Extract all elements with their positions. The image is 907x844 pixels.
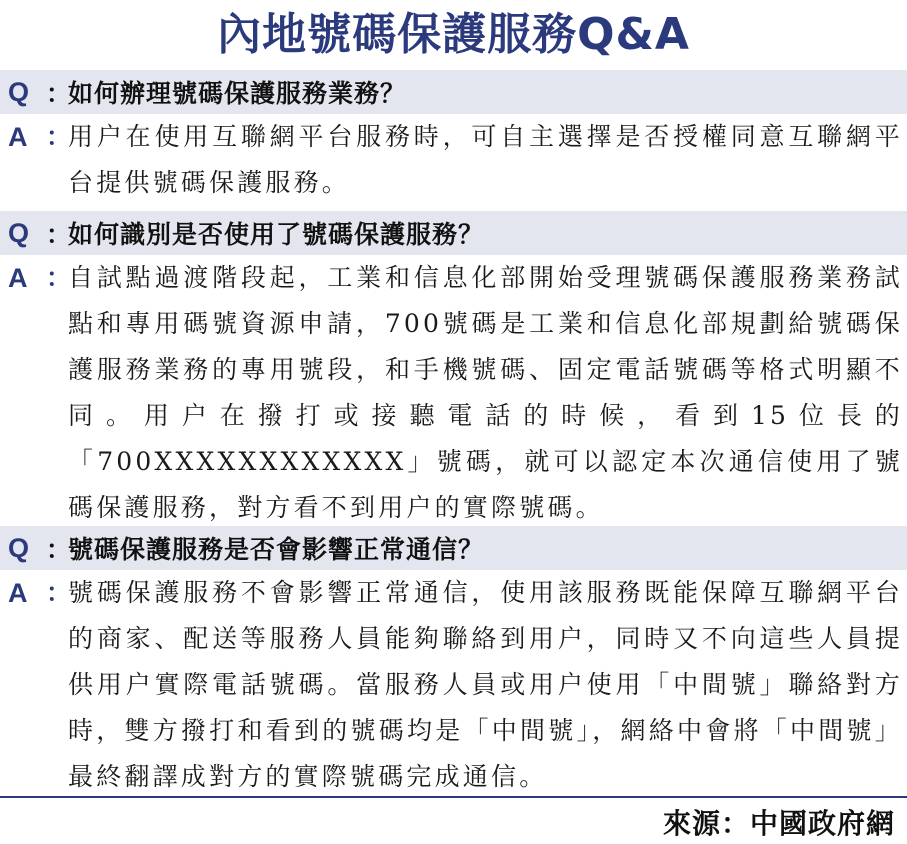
answer-row	[0, 570, 907, 800]
qa-item-1	[0, 70, 907, 206]
source-credit: 來源：中國政府網	[662, 807, 895, 840]
q-label: Q	[8, 217, 30, 248]
q-colon: ：	[46, 220, 72, 249]
answer-text: 號碼保護服務不會影響正常通信，使用該服務既能保障互聯網平台的商家、配送等服務人員能夠聯絡到用户，同時又不向這些人員提供用户實際電話號碼。當服務人員或用户使用「中間號」聯絡對方時，雙方撥打和看到的號碼均是「中間號」，網絡中會將「中間號」最終翻譯成對方的實際號碼完成通信。	[68, 578, 903, 791]
a-colon: ：	[46, 263, 72, 292]
a-colon: ：	[46, 578, 72, 607]
question-text: 號碼保護服務是否會影響正常通信？	[68, 535, 485, 564]
question-text: 如何識別是否使用了號碼保護服務？	[68, 220, 485, 249]
qa-item-2	[0, 211, 907, 531]
answer-row	[0, 255, 907, 531]
question-text: 如何辦理號碼保護服務業務？	[68, 79, 407, 108]
question-bar	[0, 211, 907, 255]
qa-item-3	[0, 526, 907, 800]
page-title: 內地號碼保護服務Q&A	[217, 9, 690, 60]
q-label: Q	[8, 532, 30, 563]
question-bar	[0, 70, 907, 114]
question-bar	[0, 526, 907, 570]
a-label: A	[8, 578, 28, 608]
bottom-divider	[0, 796, 907, 798]
q-colon: ：	[46, 79, 72, 108]
a-colon: ：	[46, 122, 72, 151]
q-label: Q	[8, 76, 30, 107]
answer-text: 用户在使用互聯網平台服務時，可自主選擇是否授權同意互聯網平台提供號碼保護服務。	[68, 122, 903, 197]
answer-row	[0, 114, 907, 206]
answer-text: 自試點過渡階段起，工業和信息化部開始受理號碼保護服務業務試點和專用碼號資源申請，700號碼是工業和信息化部規劃給號碼保護服務業務的專用號段，和手機號碼、固定電話號碼等格式明顯不同。用户在撥打或接聽電話的時候，看到15位長的「700XXXXXXXXXXXX」號碼，就可以認定本次通信使用了號碼保護服務，對方看不到用户的實際號碼。	[68, 263, 903, 522]
a-label: A	[8, 122, 28, 152]
a-label: A	[8, 263, 28, 293]
q-colon: ：	[46, 535, 72, 564]
